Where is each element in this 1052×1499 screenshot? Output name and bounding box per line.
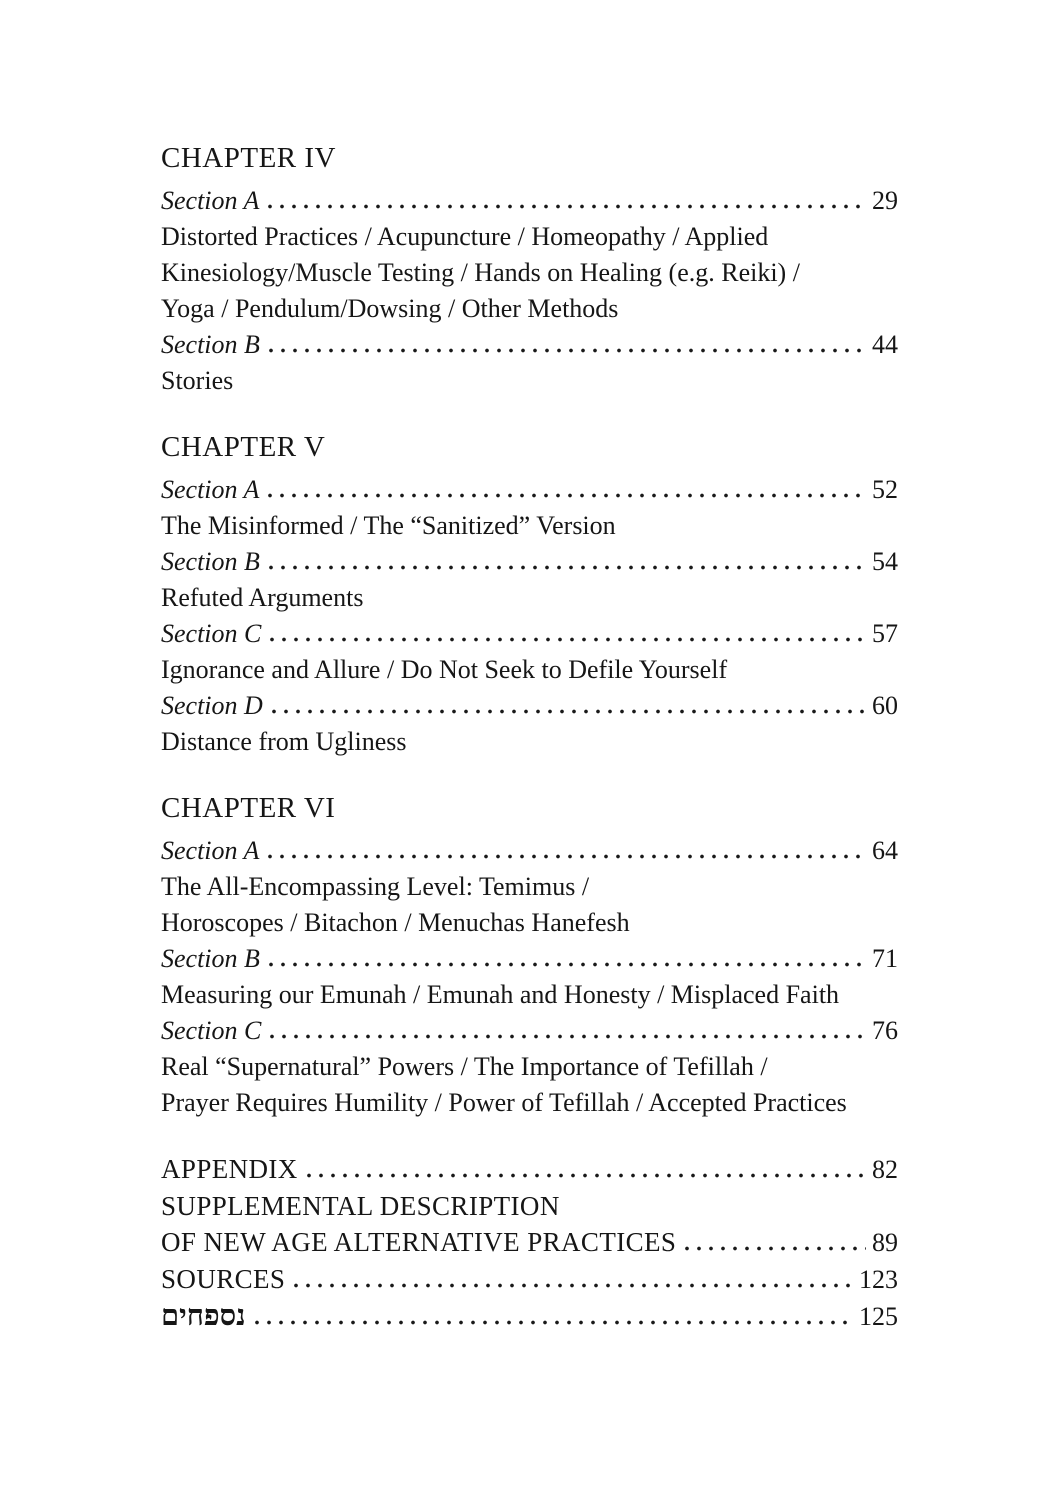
toc-entry xyxy=(161,1013,898,1049)
table-of-contents xyxy=(161,140,898,1335)
toc-page-number: 71 xyxy=(872,944,898,973)
toc-entry-label: SOURCES xyxy=(161,1264,286,1294)
toc-entry-label: Section B xyxy=(161,330,260,359)
toc-entry xyxy=(161,544,898,580)
toc-entry-label: Section B xyxy=(161,944,260,973)
toc-entry-hebrew xyxy=(161,1298,898,1335)
dot-leader xyxy=(269,348,866,353)
toc-entry-label: Section A xyxy=(161,475,260,504)
dot-leader xyxy=(270,637,866,642)
toc-page-number: 64 xyxy=(872,836,898,865)
dot-leader xyxy=(268,204,866,209)
toc-description: Yoga / Pendulum/Dowsing / Other Methods xyxy=(161,294,619,323)
toc-description: Stories xyxy=(161,366,234,395)
chapter-group-4 xyxy=(161,140,898,399)
toc-description: The All-Encompassing Level: Temimus / xyxy=(161,872,590,901)
dot-leader xyxy=(268,493,866,498)
dot-leader xyxy=(307,1173,866,1178)
dot-leader xyxy=(270,1034,866,1039)
toc-description: Measuring our Emunah / Emunah and Honesty / Misplaced Faith xyxy=(161,980,840,1009)
toc-page-number: 89 xyxy=(872,1228,898,1257)
toc-description: Distance from Ugliness xyxy=(161,727,407,756)
toc-description: Real “Supernatural” Powers / The Importance of Tefillah / xyxy=(161,1052,768,1081)
toc-description: The Misinformed / The “Sanitized” Version xyxy=(161,511,616,540)
chapter-group-5 xyxy=(161,429,898,760)
toc-entry-label: SUPPLEMENTAL DESCRIPTION xyxy=(161,1191,560,1221)
toc-page-number: 82 xyxy=(872,1155,898,1184)
dot-leader xyxy=(294,1283,853,1288)
toc-page-number: 29 xyxy=(872,186,898,215)
toc-description: Prayer Requires Humility / Power of Tefillah / Accepted Practices xyxy=(161,1088,847,1117)
chapter-heading: CHAPTER V xyxy=(161,431,326,463)
toc-entry xyxy=(161,1261,898,1298)
dot-leader xyxy=(272,709,866,714)
toc-entry xyxy=(161,833,898,869)
toc-page-number: 52 xyxy=(872,475,898,504)
toc-page-number: 123 xyxy=(859,1265,898,1294)
toc-description: Refuted Arguments xyxy=(161,583,364,612)
toc-entry-label: Section D xyxy=(161,691,263,720)
toc-entry-label: APPENDIX xyxy=(161,1154,298,1184)
toc-entry xyxy=(161,472,898,508)
toc-page-number: 44 xyxy=(872,330,898,359)
dot-leader xyxy=(269,565,866,570)
toc-entry-label: Section C xyxy=(161,619,262,648)
toc-entry xyxy=(161,616,898,652)
dot-leader xyxy=(685,1246,866,1251)
toc-entry xyxy=(161,688,898,724)
dot-leader xyxy=(268,854,866,859)
toc-entry-label: OF NEW AGE ALTERNATIVE PRACTICES xyxy=(161,1227,677,1257)
toc-entry xyxy=(161,941,898,977)
toc-description: Horoscopes / Bitachon / Menuchas Hanefesh xyxy=(161,908,630,937)
toc-entry-label: Section C xyxy=(161,1016,262,1045)
dot-leader xyxy=(255,1320,853,1325)
toc-entry xyxy=(161,1151,898,1188)
toc-entry xyxy=(161,183,898,219)
toc-description: Kinesiology/Muscle Testing / Hands on Healing (e.g. Reiki) / xyxy=(161,258,800,287)
toc-description: Ignorance and Allure / Do Not Seek to Defile Yourself xyxy=(161,655,728,684)
toc-page-number: 125 xyxy=(859,1302,898,1331)
toc-description: Distorted Practices / Acupuncture / Homeopathy / Applied xyxy=(161,222,769,251)
toc-entry-label: Section B xyxy=(161,547,260,576)
toc-page-number: 54 xyxy=(872,547,898,576)
toc-page-number: 60 xyxy=(872,691,898,720)
toc-entry xyxy=(161,327,898,363)
chapter-heading: CHAPTER VI xyxy=(161,792,336,824)
toc-entry xyxy=(161,1224,898,1261)
toc-entry-label: Section A xyxy=(161,186,260,215)
chapter-group-6 xyxy=(161,790,898,1121)
toc-page-number: 76 xyxy=(872,1016,898,1045)
toc-entry-label: Section A xyxy=(161,836,260,865)
toc-page-number: 57 xyxy=(872,619,898,648)
toc-entry-label-hebrew: נספחים xyxy=(161,1300,246,1332)
chapter-heading: CHAPTER IV xyxy=(161,142,336,174)
dot-leader xyxy=(269,962,866,967)
back-matter-group xyxy=(161,1151,898,1335)
